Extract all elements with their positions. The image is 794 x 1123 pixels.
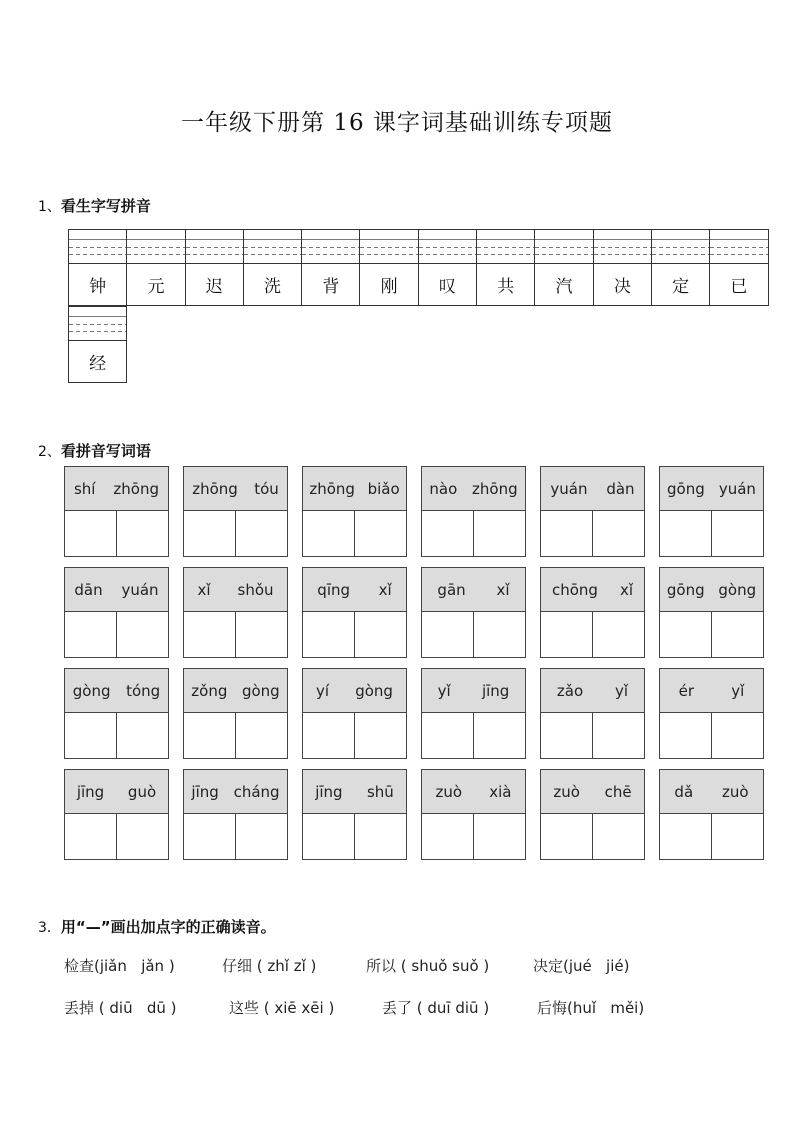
- pinyin-syllable: guò: [127, 782, 157, 801]
- writing-boxes: [660, 814, 763, 859]
- word-card: [183, 668, 288, 759]
- character-box[interactable]: [712, 814, 763, 859]
- pinyin-label: [184, 669, 287, 713]
- writing-boxes: [422, 612, 525, 657]
- word-card: [302, 668, 407, 759]
- character-box[interactable]: [184, 713, 236, 758]
- writing-boxes: [65, 612, 168, 657]
- word-card: [183, 567, 288, 658]
- character-box[interactable]: [422, 713, 474, 758]
- character-box[interactable]: [117, 814, 168, 859]
- character-cell: 元: [127, 264, 185, 306]
- pinyin-label: [303, 568, 406, 612]
- character-box[interactable]: [184, 814, 236, 859]
- pinyin-syllable: gòng: [355, 681, 393, 700]
- pinyin-label: [422, 770, 525, 814]
- pinyin-syllable: chē: [604, 782, 632, 801]
- character-cell: 刚: [360, 264, 418, 306]
- pinyin-cell[interactable]: [360, 230, 418, 264]
- pinyin-syllable: gān: [437, 580, 466, 599]
- section2-number: 2、: [38, 444, 61, 460]
- character-box[interactable]: [593, 612, 644, 657]
- character-box[interactable]: [355, 713, 406, 758]
- pinyin-syllable: xià: [489, 782, 512, 801]
- pinyin-label: [303, 467, 406, 511]
- pinyin-label: [184, 770, 287, 814]
- pinyin-syllable: zhōng: [309, 479, 355, 498]
- word-card: [540, 466, 645, 557]
- pinyin-label: [65, 568, 168, 612]
- pinyin-cell[interactable]: [69, 230, 127, 264]
- character-box[interactable]: [541, 612, 593, 657]
- pinyin-label: [660, 770, 763, 814]
- pinyin-label: [541, 770, 644, 814]
- character-box[interactable]: [660, 612, 712, 657]
- word-card: [64, 769, 169, 860]
- pinyin-syllable: jīng: [315, 782, 343, 801]
- character-box[interactable]: [474, 511, 525, 556]
- pinyin-syllable: xǐ: [619, 580, 633, 599]
- pinyin-label: [541, 467, 644, 511]
- pinyin-label: [65, 467, 168, 511]
- writing-boxes: [303, 511, 406, 556]
- pinyin-cell[interactable]: [69, 307, 127, 341]
- character-cell: 经: [69, 341, 127, 383]
- writing-boxes: [541, 612, 644, 657]
- word-card: [421, 668, 526, 759]
- character-cell: 汽: [535, 264, 593, 306]
- section1-heading: [38, 195, 151, 216]
- pinyin-syllable: yǐ: [615, 681, 629, 700]
- pinyin-syllable: dǎ: [674, 782, 694, 801]
- character-box[interactable]: [474, 713, 525, 758]
- character-box[interactable]: [355, 612, 406, 657]
- word-card: [64, 567, 169, 658]
- reading-choice-item[interactable]: 检查(jiǎn jǎn ): [64, 957, 175, 975]
- character-box[interactable]: [660, 713, 712, 758]
- pinyin-syllable: dàn: [606, 479, 635, 498]
- character-box[interactable]: [712, 713, 763, 758]
- reading-choice-item[interactable]: 所以 ( shuǒ suǒ ): [366, 957, 490, 975]
- pinyin-syllable: chōng: [551, 580, 598, 599]
- writing-boxes: [422, 713, 525, 758]
- section3-number: 3．: [38, 920, 61, 936]
- pinyin-syllable: cháng: [233, 782, 280, 801]
- character-cell: 已: [710, 264, 768, 306]
- pinyin-syllable: gòng: [718, 580, 757, 599]
- word-card: [302, 466, 407, 557]
- character-box[interactable]: [65, 511, 117, 556]
- character-cell: 叹: [418, 264, 476, 306]
- character-box[interactable]: [184, 511, 236, 556]
- pinyin-syllable: zǎo: [556, 681, 584, 700]
- pinyin-cell[interactable]: [535, 230, 593, 264]
- character-box[interactable]: [422, 612, 474, 657]
- writing-boxes: [303, 612, 406, 657]
- reading-choice-item[interactable]: 丢了 ( duī diū ): [382, 999, 490, 1017]
- pinyin-syllable: qīng: [317, 580, 351, 599]
- character-box[interactable]: [117, 511, 168, 556]
- pinyin-syllable: yuán: [718, 479, 756, 498]
- pinyin-cell[interactable]: [418, 230, 476, 264]
- pinyin-syllable: yǐ: [437, 681, 451, 700]
- word-card: [659, 567, 764, 658]
- section2-title: 看拼音写词语: [60, 442, 151, 460]
- writing-boxes: [660, 612, 763, 657]
- word-card: [183, 769, 288, 860]
- pinyin-syllable: zhōng: [192, 479, 238, 498]
- pinyin-syllable: zuò: [722, 782, 749, 801]
- character-box[interactable]: [712, 612, 763, 657]
- pinyin-syllable: biǎo: [367, 479, 400, 498]
- pinyin-syllable: gòng: [72, 681, 111, 700]
- word-card: [659, 769, 764, 860]
- character-box[interactable]: [236, 612, 287, 657]
- pinyin-cell[interactable]: [127, 230, 185, 264]
- character-box[interactable]: [117, 612, 168, 657]
- character-box[interactable]: [541, 511, 593, 556]
- pinyin-label: [541, 568, 644, 612]
- character-cell: 共: [477, 264, 535, 306]
- section2-heading: [38, 440, 151, 461]
- writing-boxes: [541, 511, 644, 556]
- pinyin-label: [422, 568, 525, 612]
- pinyin-syllable: xǐ: [496, 580, 510, 599]
- word-card: [421, 769, 526, 860]
- pinyin-writing-grid-row2: [68, 306, 127, 383]
- pinyin-syllable: yǐ: [731, 681, 745, 700]
- character-cell: 迟: [185, 264, 243, 306]
- pinyin-label: [422, 467, 525, 511]
- character-box[interactable]: [303, 511, 355, 556]
- pinyin-syllable: tóu: [254, 479, 279, 498]
- pinyin-cell[interactable]: [185, 230, 243, 264]
- word-card: [302, 769, 407, 860]
- section3-title: 用“—”画出加点字的正确读音。: [60, 918, 276, 936]
- pinyin-writing-grid: [68, 229, 769, 306]
- word-card: [659, 668, 764, 759]
- character-box[interactable]: [422, 511, 474, 556]
- reading-choice-item[interactable]: 后悔(huǐ měi): [537, 999, 645, 1017]
- character-box[interactable]: [117, 713, 168, 758]
- pinyin-label: [65, 669, 168, 713]
- writing-boxes: [660, 713, 763, 758]
- word-card: [421, 567, 526, 658]
- character-box[interactable]: [474, 814, 525, 859]
- writing-boxes: [422, 511, 525, 556]
- section1-title: 看生字写拼音: [60, 197, 151, 215]
- character-cell: 钟: [69, 264, 127, 306]
- character-box[interactable]: [593, 713, 644, 758]
- pinyin-label: [184, 568, 287, 612]
- pinyin-syllable: zuò: [553, 782, 580, 801]
- pinyin-label: [660, 669, 763, 713]
- pinyin-syllable: zuò: [435, 782, 463, 801]
- page-title: 一年级下册第 16 课字词基础训练专项题: [181, 110, 613, 136]
- writing-boxes: [541, 713, 644, 758]
- pinyin-syllable: zhōng: [113, 479, 160, 498]
- pinyin-label: [541, 669, 644, 713]
- pinyin-syllable: xǐ: [197, 580, 211, 599]
- character-box[interactable]: [474, 612, 525, 657]
- pinyin-syllable: xǐ: [378, 580, 392, 599]
- pinyin-label: [303, 669, 406, 713]
- pinyin-label: [303, 770, 406, 814]
- character-box[interactable]: [541, 713, 593, 758]
- pinyin-row: [69, 230, 769, 264]
- writing-boxes: [65, 713, 168, 758]
- character-box[interactable]: [541, 814, 593, 859]
- character-box[interactable]: [355, 814, 406, 859]
- character-box[interactable]: [593, 511, 644, 556]
- word-card: [64, 466, 169, 557]
- writing-boxes: [303, 814, 406, 859]
- pinyin-label: [184, 467, 287, 511]
- pinyin-syllable: nào: [429, 479, 458, 498]
- pinyin-cell[interactable]: [651, 230, 709, 264]
- writing-boxes: [660, 511, 763, 556]
- pinyin-syllable: dān: [74, 580, 103, 599]
- writing-boxes: [184, 814, 287, 859]
- character-box[interactable]: [236, 511, 287, 556]
- character-box[interactable]: [236, 713, 287, 758]
- character-box[interactable]: [65, 814, 117, 859]
- word-card: [183, 466, 288, 557]
- writing-boxes: [303, 713, 406, 758]
- reading-choice-item[interactable]: 决定(jué jié): [533, 957, 630, 975]
- writing-boxes: [65, 814, 168, 859]
- pinyin-syllable: zǒng: [191, 681, 228, 700]
- character-box[interactable]: [660, 511, 712, 556]
- pinyin-cell[interactable]: [243, 230, 301, 264]
- character-box[interactable]: [355, 511, 406, 556]
- pinyin-cell[interactable]: [710, 230, 768, 264]
- writing-boxes: [184, 612, 287, 657]
- character-box[interactable]: [303, 713, 355, 758]
- pinyin-syllable: tóng: [126, 681, 161, 700]
- character-cell: 洗: [243, 264, 301, 306]
- word-card: [540, 769, 645, 860]
- pinyin-cell[interactable]: [477, 230, 535, 264]
- writing-boxes: [541, 814, 644, 859]
- pinyin-syllable: jīng: [76, 782, 105, 801]
- reading-choice-item[interactable]: 丢掉 ( diū dū ): [64, 999, 177, 1017]
- word-card: [421, 466, 526, 557]
- pinyin-syllable: gōng: [667, 479, 705, 498]
- char-row: [69, 264, 769, 306]
- reading-choice-item[interactable]: 仔细 ( zhǐ zǐ ): [222, 957, 317, 975]
- character-box[interactable]: [184, 612, 236, 657]
- pinyin-label: [65, 770, 168, 814]
- word-card: [302, 567, 407, 658]
- character-box[interactable]: [65, 713, 117, 758]
- writing-boxes: [184, 713, 287, 758]
- section1-number: 1、: [38, 199, 61, 215]
- word-card: [659, 466, 764, 557]
- character-box[interactable]: [236, 814, 287, 859]
- writing-boxes: [65, 511, 168, 556]
- character-box[interactable]: [660, 814, 712, 859]
- pinyin-syllable: shí: [73, 479, 96, 498]
- character-box[interactable]: [712, 511, 763, 556]
- pinyin-label: [660, 467, 763, 511]
- word-card: [64, 668, 169, 759]
- word-card: [540, 668, 645, 759]
- pinyin-syllable: jīng: [481, 681, 510, 700]
- pinyin-syllable: ér: [678, 681, 695, 700]
- character-cell: 决: [593, 264, 651, 306]
- word-card: [540, 567, 645, 658]
- writing-boxes: [184, 511, 287, 556]
- character-cell: 背: [302, 264, 360, 306]
- pinyin-cell[interactable]: [593, 230, 651, 264]
- character-box[interactable]: [422, 814, 474, 859]
- character-box[interactable]: [303, 814, 355, 859]
- pinyin-cell[interactable]: [302, 230, 360, 264]
- pinyin-syllable: jīng: [191, 782, 219, 801]
- character-box[interactable]: [65, 612, 117, 657]
- pinyin-syllable: yuán: [550, 479, 588, 498]
- character-box[interactable]: [593, 814, 644, 859]
- pinyin-label: [660, 568, 763, 612]
- pinyin-syllable: gōng: [666, 580, 705, 599]
- pinyin-syllable: yuán: [121, 580, 159, 599]
- pinyin-syllable: shū: [366, 782, 394, 801]
- pinyin-syllable: yí: [316, 681, 330, 700]
- pinyin-syllable: gòng: [241, 681, 280, 700]
- pinyin-syllable: zhōng: [472, 479, 518, 498]
- reading-choice-item[interactable]: 这些 ( xiē xēi ): [229, 999, 335, 1017]
- character-cell: 定: [651, 264, 709, 306]
- pinyin-syllable: shǒu: [237, 580, 274, 599]
- writing-boxes: [422, 814, 525, 859]
- section3-heading: [38, 916, 276, 937]
- pinyin-label: [422, 669, 525, 713]
- character-box[interactable]: [303, 612, 355, 657]
